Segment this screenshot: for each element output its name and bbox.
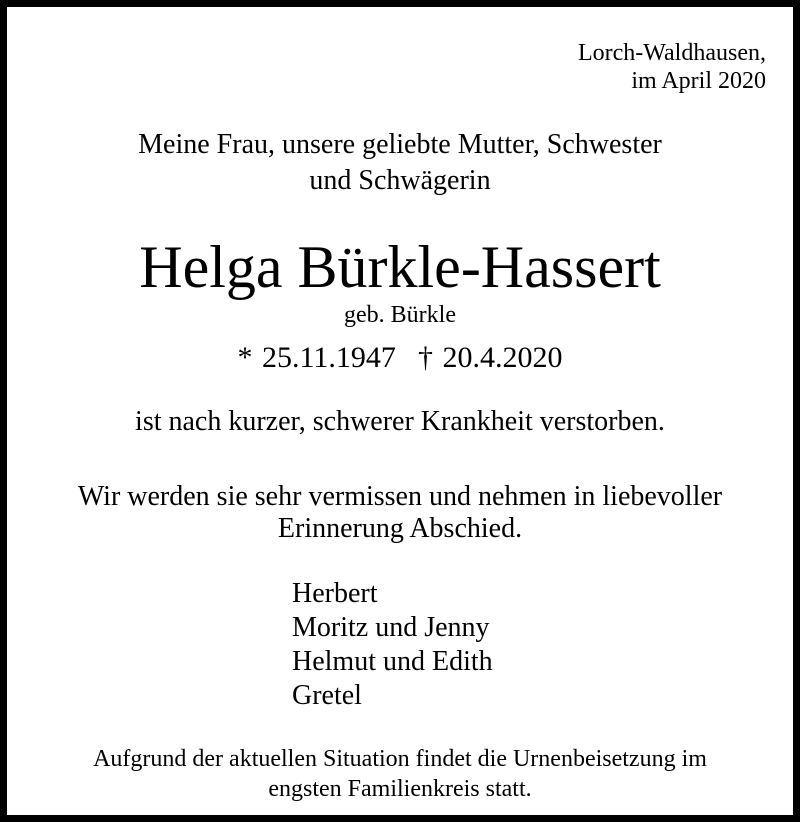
place-text: Lorch-Waldhausen, [578, 40, 766, 66]
life-dates [7, 343, 793, 373]
funeral-note-line-2: engsten Familienkreis statt. [268, 776, 532, 802]
mourners-list [292, 577, 493, 713]
birth-name: geb. Bürkle [344, 302, 456, 328]
mourner-name: Moritz und Jenny [292, 612, 490, 643]
mourner-name: Herbert [292, 578, 378, 609]
farewell-text [7, 481, 793, 545]
death-date: † 20.4.2020 [417, 341, 563, 374]
mourner-name: Helmut und Edith [292, 646, 493, 677]
funeral-note [7, 744, 793, 804]
passed-text: ist nach kurzer, schwerer Krankheit verstorben. [135, 406, 665, 437]
intro-text [7, 127, 793, 199]
mourner-name: Gretel [292, 680, 362, 711]
birth-date: * 25.11.1947 [237, 341, 396, 374]
date-text: im April 2020 [631, 68, 766, 94]
farewell-line-1: Wir werden sie sehr vermissen und nehmen in liebevoller [77, 481, 723, 512]
funeral-note-line-1: Aufgrund der aktuellen Situation findet die Urnenbeisetzung im [93, 746, 707, 772]
intro-line-2: und Schwägerin [309, 165, 491, 196]
intro-line-1: Meine Frau, unsere geliebte Mutter, Schwester [138, 129, 662, 160]
farewell-line-2: Erinnerung Abschied. [277, 513, 523, 544]
deceased-name: Helga Bürkle-Hassert [139, 234, 661, 300]
place-date [578, 39, 766, 95]
